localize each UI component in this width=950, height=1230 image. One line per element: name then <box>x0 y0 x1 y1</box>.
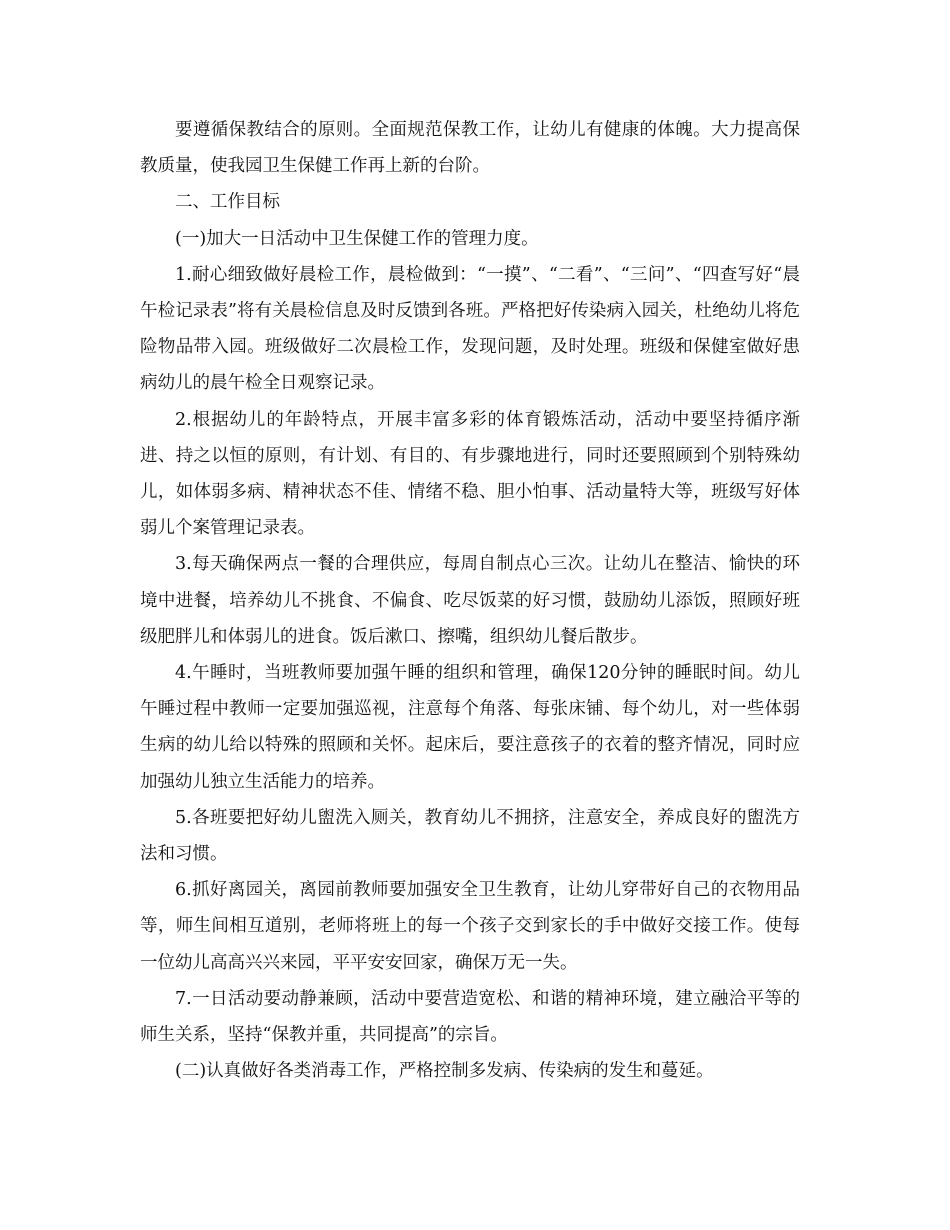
paragraph-item-2: 2.根据幼儿的年龄特点，开展丰富多彩的体育锻炼活动，活动中要坚持循序渐进、持之以恒的原则，有计划、有目的、有步骤地进行，同时还要照顾到个别特殊幼儿，如体弱多病、精神状态不佳、情绪不稳、胆小怕事、活动量特大等，班级写好体弱儿个案管理记录表。 <box>140 409 800 539</box>
paragraph-item-5: 5.各班要把好幼儿盥洗入厕关，教育幼儿不拥挤，注意安全，养成良好的盥洗方法和习惯。 <box>140 807 800 865</box>
paragraph-item-6: 6.抓好离园关，离园前教师要加强安全卫生教育，让幼儿穿带好自己的衣物用品等，师生间相互道别，老师将班上的每一个孩子交到家长的手中做好交接工作。使每一位幼儿高高兴兴来园，平平安安回家，确保万无一失。 <box>140 880 800 973</box>
section-heading-goals: 二、工作目标 <box>175 192 280 213</box>
document-body <box>140 112 800 1089</box>
subsection-heading-1: (一)加大一日活动中卫生保健工作的管理力度。 <box>175 228 539 249</box>
paragraph-item-1: 1.耐心细致做好晨检工作，晨检做到：“一摸”、“二看”、“三问”、“四查写好“晨午检记录表”将有关晨检信息及时反馈到各班。严格把好传染病入园关，杜绝幼儿将危险物品带入园。班级做好二次晨检工作，发现问题，及时处理。班级和保健室做好患病幼儿的晨午检全日观察记录。 <box>140 264 800 394</box>
subsection-heading-2: (二)认真做好各类消毒工作，严格控制多发病、传染病的发生和蔓延。 <box>175 1061 714 1082</box>
paragraph-item-3: 3.每天确保两点一餐的合理供应，每周自制点心三次。让幼儿在整洁、愉快的环境中进餐，培养幼儿不挑食、不偏食、吃尽饭菜的好习惯，鼓励幼儿添饭，照顾好班级肥胖儿和体弱儿的进食。饭后漱口、擦嘴，组织幼儿餐后散步。 <box>140 554 800 647</box>
paragraph-item-7: 7.一日活动要动静兼顾，活动中要营造宽松、和谐的精神环境，建立融洽平等的师生关系，坚持“保教并重，共同提高”的宗旨。 <box>140 988 800 1046</box>
paragraph-intro: 要遵循保教结合的原则。全面规范保教工作，让幼儿有健康的体魄。大力提高保教质量，使我园卫生保健工作再上新的台阶。 <box>140 120 800 177</box>
paragraph-item-4: 4.午睡时，当班教师要加强午睡的组织和管理，确保120分钟的睡眠时间。幼儿午睡过程中教师一定要加强巡视，注意每个角落、每张床铺、每个幼儿，对一些体弱生病的幼儿给以特殊的照顾和关怀。起床后，要注意孩子的衣着的整齐情况，同时应加强幼儿独立生活能力的培养。 <box>140 663 800 792</box>
